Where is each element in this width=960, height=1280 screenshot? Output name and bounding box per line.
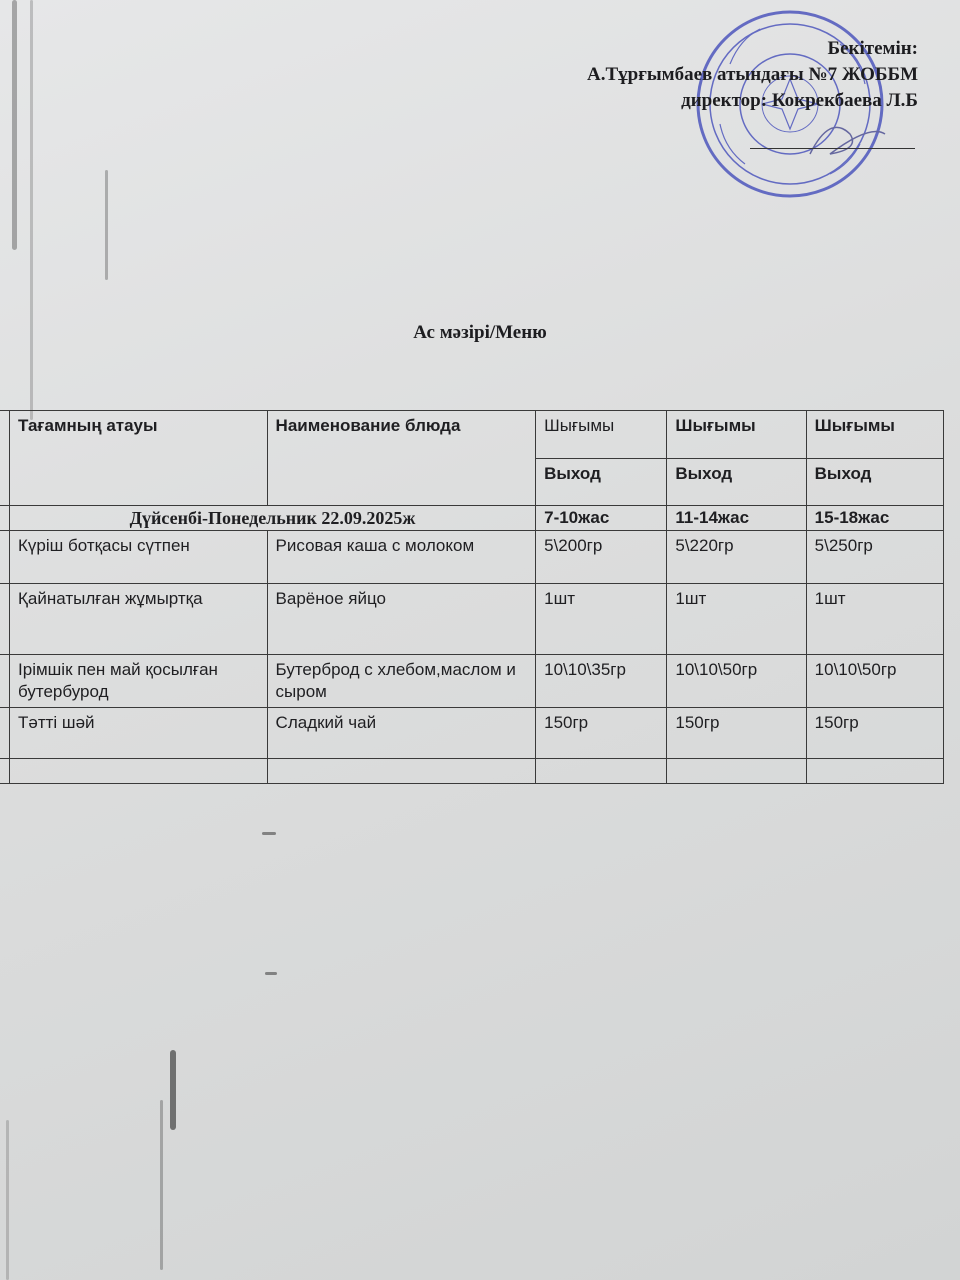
portion: 150гр (536, 708, 667, 759)
dish-kz: Ірімшік пен май қосылған бутербурод (10, 655, 268, 708)
header-name-ru: Наименование блюда (267, 411, 536, 506)
menu-table (0, 410, 944, 784)
empty-cell (267, 759, 536, 784)
header-name-kz: Тағамның атауы (10, 411, 268, 506)
empty-cell (10, 759, 268, 784)
signature-line (750, 148, 915, 149)
portion: 1шт (536, 584, 667, 655)
empty-cell (806, 759, 943, 784)
table-row (0, 531, 944, 584)
approval-heading: Бекітемін: (827, 38, 918, 59)
portion: 1шт (667, 584, 806, 655)
day-row (0, 506, 944, 531)
age-group: 7-10жас (536, 506, 667, 531)
day-label: Дүйсенбі-Понедельник 22.09.2025ж (10, 506, 536, 531)
approval-director: директор: Кокрекбаева Л.Б (681, 90, 918, 111)
dish-ru: Варёное яйцо (267, 584, 536, 655)
portion: 1шт (806, 584, 943, 655)
header-out-ru: Выход (806, 458, 943, 506)
header-out-ru: Выход (667, 458, 806, 506)
header-out-kz: Шығымы (536, 411, 667, 459)
age-group: 11-14жас (667, 506, 806, 531)
portion: 10\10\50гр (667, 655, 806, 708)
dish-ru: Сладкий чай (267, 708, 536, 759)
portion: 10\10\35гр (536, 655, 667, 708)
margin-cell (0, 655, 10, 708)
margin-cell (0, 531, 10, 584)
portion: 150гр (667, 708, 806, 759)
header-out-ru: Выход (536, 458, 667, 506)
approval-block (587, 36, 918, 114)
margin-cell (0, 506, 10, 531)
table-row (0, 584, 944, 655)
table-row (0, 708, 944, 759)
header-out-kz: Шығымы (667, 411, 806, 459)
portion: 10\10\50гр (806, 655, 943, 708)
portion: 150гр (806, 708, 943, 759)
margin-cell (0, 411, 10, 506)
portion: 5\200гр (536, 531, 667, 584)
portion: 5\220гр (667, 531, 806, 584)
header-out-kz: Шығымы (806, 411, 943, 459)
empty-cell (536, 759, 667, 784)
age-group: 15-18жас (806, 506, 943, 531)
approval-school: А.Тұрғымбаев атындағы №7 ЖОББМ (587, 64, 918, 85)
dish-kz: Күріш ботқасы сүтпен (10, 531, 268, 584)
portion: 5\250гр (806, 531, 943, 584)
margin-cell (0, 584, 10, 655)
dish-kz: Қайнатылған жұмыртқа (10, 584, 268, 655)
dish-ru: Бутерброд с хлебом,маслом и сыром (267, 655, 536, 708)
header-row (0, 411, 944, 459)
page-title: Ас мәзірі/Меню (413, 322, 547, 343)
margin-cell (0, 759, 10, 784)
dish-ru: Рисовая каша с молоком (267, 531, 536, 584)
margin-cell (0, 708, 10, 759)
dish-kz: Тәтті шәй (10, 708, 268, 759)
empty-cell (667, 759, 806, 784)
empty-row (0, 759, 944, 784)
table-row (0, 655, 944, 708)
